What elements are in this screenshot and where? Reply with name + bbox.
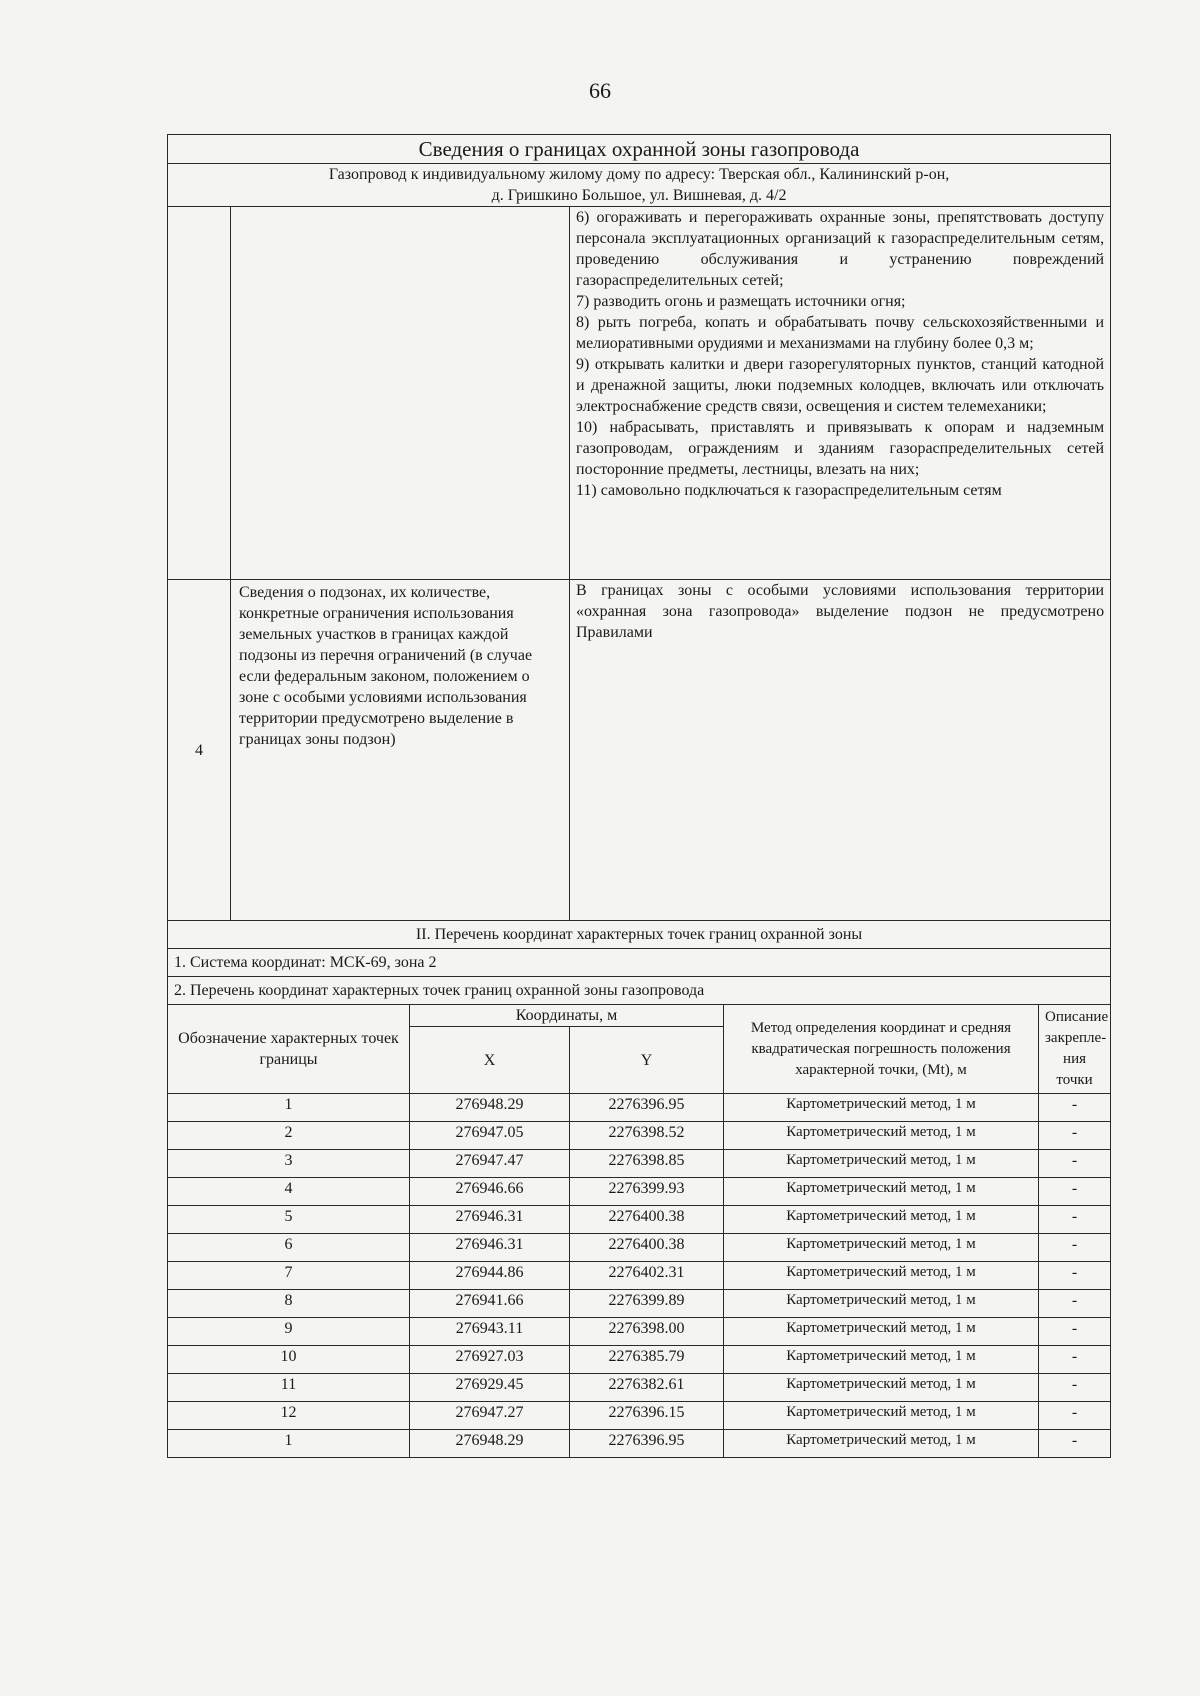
address-line-1: Газопровод к индивидуальному жилому дому по адресу: Тверская обл., Калининский р-он, <box>328 166 950 183</box>
coordinates-header: Координаты, м <box>410 1005 724 1027</box>
coordinate-system: 1. Система координат: МСК-69, зона 2 <box>168 949 1111 977</box>
method-value: Картометрический метод, 1 м <box>724 1374 1039 1402</box>
point-number: 2 <box>168 1122 410 1150</box>
y-value: 2276398.85 <box>570 1150 724 1178</box>
description-value: - <box>1039 1318 1111 1346</box>
method-value: Картометрический метод, 1 м <box>724 1346 1039 1374</box>
table-row <box>168 1402 1111 1430</box>
description-value: - <box>1039 1402 1111 1430</box>
y-value: 2276400.38 <box>570 1234 724 1262</box>
table-row <box>168 1150 1111 1178</box>
subzones-value: В границах зоны с особыми условиями использования территории «охранная зона газопровода» выделение подзон не предусмотрено Правилами <box>570 580 1111 921</box>
page-number: 66 <box>589 78 611 103</box>
method-value: Картометрический метод, 1 м <box>724 1234 1039 1262</box>
y-value: 2276398.00 <box>570 1318 724 1346</box>
method-header: Метод определения координат и средняя квадратическая погрешность положения характерной точки, (Mt), м <box>724 1005 1039 1094</box>
row-number: 4 <box>168 580 231 921</box>
x-value: 276947.47 <box>410 1150 570 1178</box>
x-value: 276947.05 <box>410 1122 570 1150</box>
gas-pipeline-address <box>168 164 1111 207</box>
subzones-row <box>168 580 1111 921</box>
point-number: 6 <box>168 1234 410 1262</box>
section-title: II. Перечень координат характерных точек границ охранной зоны <box>168 921 1111 949</box>
table-row <box>168 1290 1111 1318</box>
restrictions-list <box>570 207 1111 580</box>
description-header: Описание закрепле-ния точки <box>1039 1005 1111 1094</box>
method-value: Картометрический метод, 1 м <box>724 1290 1039 1318</box>
x-value: 276943.11 <box>410 1318 570 1346</box>
method-value: Картометрический метод, 1 м <box>724 1262 1039 1290</box>
method-value: Картометрический метод, 1 м <box>724 1318 1039 1346</box>
table-row <box>168 1234 1111 1262</box>
x-value: 276929.45 <box>410 1374 570 1402</box>
restriction-item: 11) самовольно подключаться к газораспределительным сетям <box>576 482 1002 499</box>
description-value: - <box>1039 1122 1111 1150</box>
x-value: 276941.66 <box>410 1290 570 1318</box>
coordinates-header-row-1 <box>168 1005 1111 1027</box>
method-value: Картометрический метод, 1 м <box>724 1178 1039 1206</box>
subzones-label: Сведения о подзонах, их количестве, конкретные ограничения использования земельных участков в границах каждой подзоны из перечня ограничений (в случае если федеральным законом, положением о зоне с особыми условиями использования территории предусмотрено выделение в границах зоны подзон) <box>231 580 570 921</box>
y-value: 2276382.61 <box>570 1374 724 1402</box>
restriction-item: 6) огораживать и перегораживать охранные зоны, препятствовать доступу персонала эксплуатационных организаций к газораспределительным сетям, проведению обслуживания и устранению повреждений газораспределительных сетей; <box>576 209 1105 289</box>
y-value: 2276396.95 <box>570 1430 724 1458</box>
description-value: - <box>1039 1234 1111 1262</box>
x-value: 276947.27 <box>410 1402 570 1430</box>
x-value: 276944.86 <box>410 1262 570 1290</box>
restriction-item: 8) рыть погреба, копать и обрабатывать почву сельскохозяйственными и мелиоративными орудиями и механизмами на глубину более 0,3 м; <box>576 314 1105 352</box>
document-title: Сведения о границах охранной зоны газопровода <box>168 135 1111 164</box>
restrictions-label-cell <box>231 207 570 580</box>
method-value: Картометрический метод, 1 м <box>724 1402 1039 1430</box>
description-value: - <box>1039 1094 1111 1122</box>
x-value: 276948.29 <box>410 1430 570 1458</box>
y-value: 2276402.31 <box>570 1262 724 1290</box>
description-value: - <box>1039 1290 1111 1318</box>
point-number: 7 <box>168 1262 410 1290</box>
x-value: 276946.31 <box>410 1234 570 1262</box>
x-value: 276948.29 <box>410 1094 570 1122</box>
description-value: - <box>1039 1346 1111 1374</box>
point-number: 8 <box>168 1290 410 1318</box>
description-value: - <box>1039 1206 1111 1234</box>
y-value: 2276385.79 <box>570 1346 724 1374</box>
y-header: Y <box>570 1027 724 1094</box>
table-row <box>168 1206 1111 1234</box>
point-number: 1 <box>168 1094 410 1122</box>
coordinate-list-title: 2. Перечень координат характерных точек границ охранной зоны газопровода <box>168 977 1111 1005</box>
y-value: 2276398.52 <box>570 1122 724 1150</box>
table-row <box>168 1374 1111 1402</box>
method-value: Картометрический метод, 1 м <box>724 1122 1039 1150</box>
x-header: X <box>410 1027 570 1094</box>
restriction-item: 9) открывать калитки и двери газорегуляторных пунктов, станций катодной и дренажной защиты, люки подземных колодцев, включать или отключать электроснабжение средств связи, освещения и систем телемеханики; <box>576 356 1105 415</box>
point-number: 3 <box>168 1150 410 1178</box>
restriction-item: 10) набрасывать, приставлять и привязывать к опорам и надземным газопроводам, ограждениям и зданиям газораспределительных сетей посторонние предметы, лестницы, влезать на них; <box>576 419 1105 478</box>
y-value: 2276400.38 <box>570 1206 724 1234</box>
restrictions-row <box>168 207 1111 580</box>
point-number: 1 <box>168 1430 410 1458</box>
y-value: 2276399.93 <box>570 1178 724 1206</box>
x-value: 276946.66 <box>410 1178 570 1206</box>
description-value: - <box>1039 1374 1111 1402</box>
y-value: 2276396.15 <box>570 1402 724 1430</box>
table-row <box>168 1094 1111 1122</box>
method-value: Картометрический метод, 1 м <box>724 1430 1039 1458</box>
designation-header: Обозначение характерных точек границы <box>168 1005 410 1094</box>
table-row <box>168 1262 1111 1290</box>
point-number: 10 <box>168 1346 410 1374</box>
point-number: 5 <box>168 1206 410 1234</box>
address-line-2: д. Гришкино Большое, ул. Вишневая, д. 4/2 <box>491 187 787 204</box>
x-value: 276946.31 <box>410 1206 570 1234</box>
x-value: 276927.03 <box>410 1346 570 1374</box>
table-row <box>168 1318 1111 1346</box>
description-value: - <box>1039 1150 1111 1178</box>
zone-info-table <box>167 134 1111 1458</box>
point-number: 11 <box>168 1374 410 1402</box>
point-number: 9 <box>168 1318 410 1346</box>
restriction-item: 7) разводить огонь и размещать источники огня; <box>576 293 906 310</box>
table-row <box>168 1430 1111 1458</box>
method-value: Картометрический метод, 1 м <box>724 1150 1039 1178</box>
method-value: Картометрический метод, 1 м <box>724 1206 1039 1234</box>
description-value: - <box>1039 1430 1111 1458</box>
description-value: - <box>1039 1178 1111 1206</box>
table-row <box>168 1178 1111 1206</box>
row-number <box>168 207 231 580</box>
y-value: 2276396.95 <box>570 1094 724 1122</box>
coordinates-table-body <box>168 1094 1111 1458</box>
method-value: Картометрический метод, 1 м <box>724 1094 1039 1122</box>
table-row <box>168 1346 1111 1374</box>
point-number: 4 <box>168 1178 410 1206</box>
point-number: 12 <box>168 1402 410 1430</box>
description-value: - <box>1039 1262 1111 1290</box>
table-row <box>168 1122 1111 1150</box>
y-value: 2276399.89 <box>570 1290 724 1318</box>
